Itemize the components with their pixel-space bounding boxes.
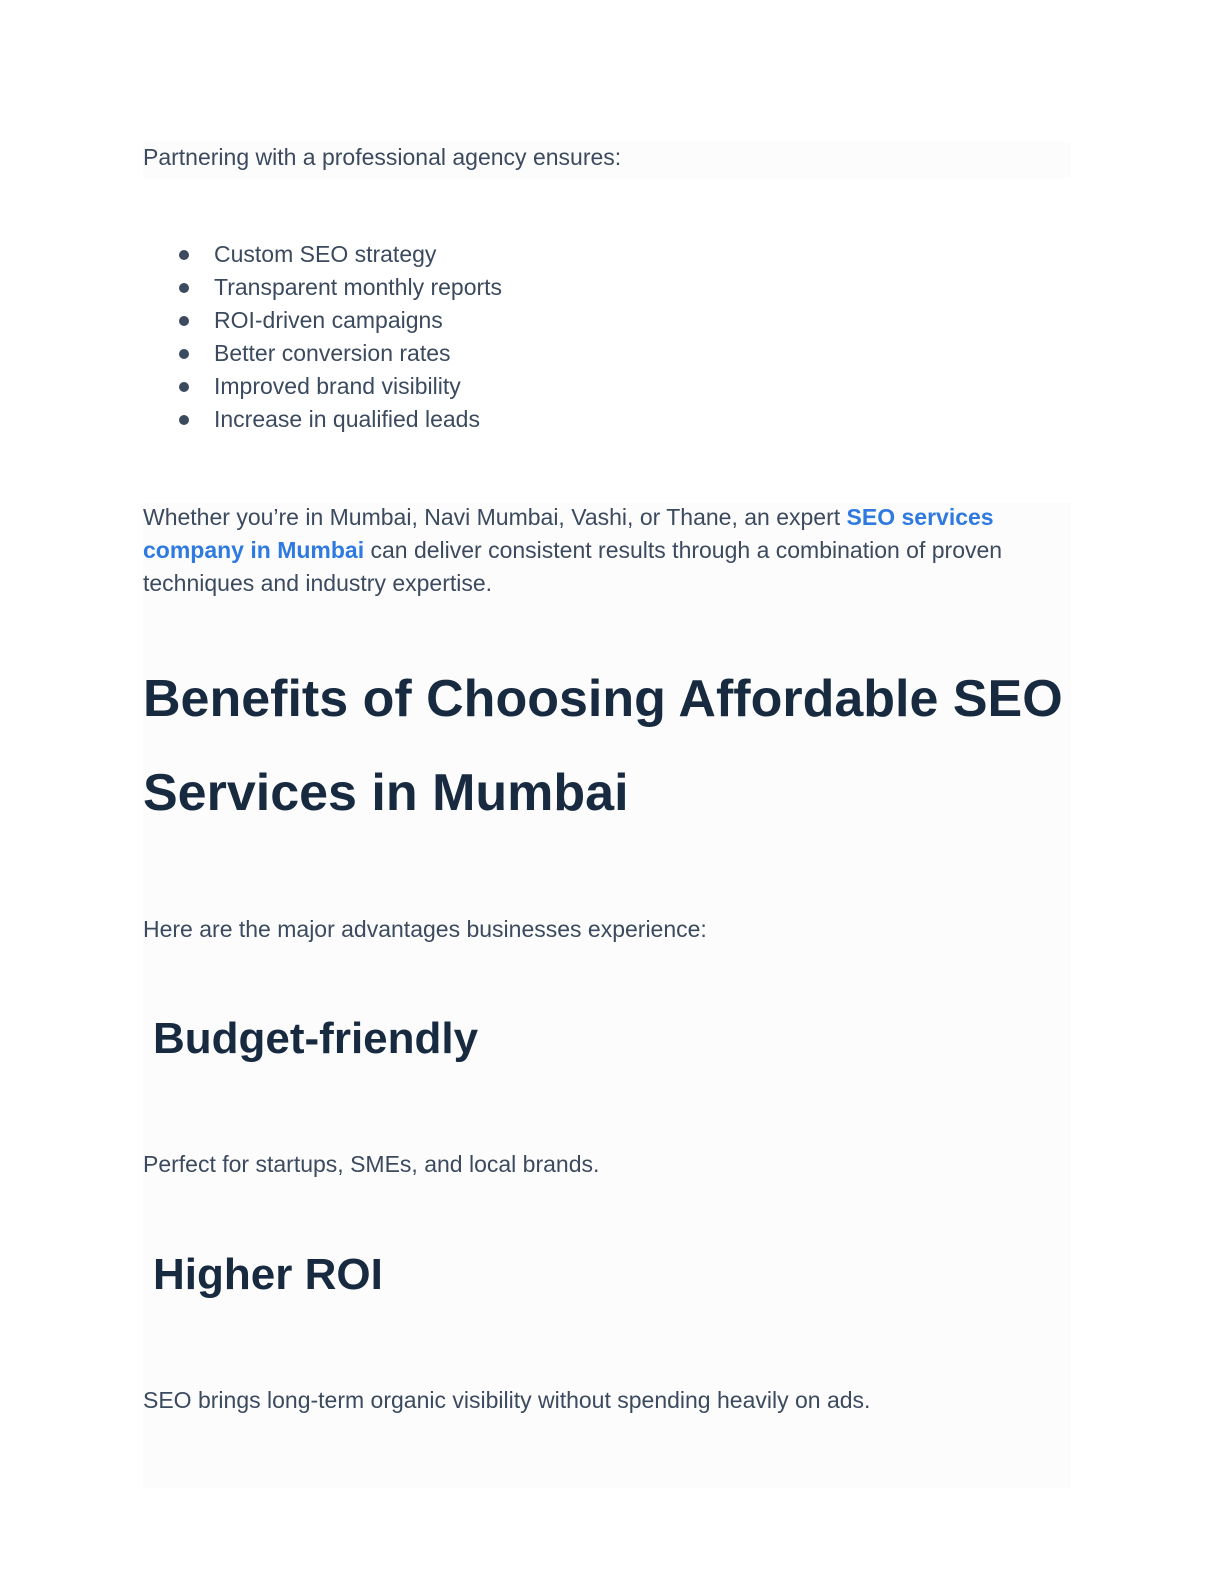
list-item-label: Improved brand visibility [214, 373, 461, 399]
list-item [143, 304, 502, 337]
paragraph-text-after-link: can deliver consistent results through a combination of proven techniques and industry expertise. [143, 537, 1003, 596]
paragraph-text-before-link: Whether you’re in Mumbai, Navi Mumbai, Vashi, or Thane, an expert [143, 504, 847, 530]
list-item-label: Better conversion rates [214, 340, 451, 366]
bullet-icon [179, 250, 189, 260]
list-item [143, 337, 502, 370]
advantages-intro: Here are the major advantages businesses experience: [143, 916, 707, 942]
section-text-budget-friendly: Perfect for startups, SMEs, and local brands. [143, 1151, 600, 1177]
bullet-icon [179, 316, 189, 326]
intro-text: Partnering with a professional agency ensures: [143, 144, 622, 170]
list-item-label: Custom SEO strategy [214, 241, 437, 267]
list-item [143, 238, 502, 271]
bullet-icon [179, 283, 189, 293]
section-heading-budget-friendly: Budget-friendly [153, 1014, 479, 1063]
list-item-label: ROI-driven campaigns [214, 307, 443, 333]
content-background-band [143, 503, 1071, 1488]
list-item-label: Increase in qualified leads [214, 406, 480, 432]
main-heading: Benefits of Choosing Affordable SEO Services in Mumbai [143, 670, 1063, 822]
list-item-label: Transparent monthly reports [214, 274, 503, 300]
list-item [143, 403, 502, 436]
seo-services-link[interactable]: SEO services company in Mumbai [143, 504, 994, 563]
benefits-list [143, 238, 502, 436]
list-item [143, 370, 502, 403]
bullet-icon [179, 349, 189, 359]
list-item [143, 271, 502, 304]
location-paragraph [143, 501, 1033, 600]
bullet-icon [179, 415, 189, 425]
section-text-higher-roi: SEO brings long-term organic visibility without spending heavily on ads. [143, 1387, 871, 1413]
section-heading-higher-roi: Higher ROI [153, 1250, 383, 1299]
bullet-icon [179, 382, 189, 392]
